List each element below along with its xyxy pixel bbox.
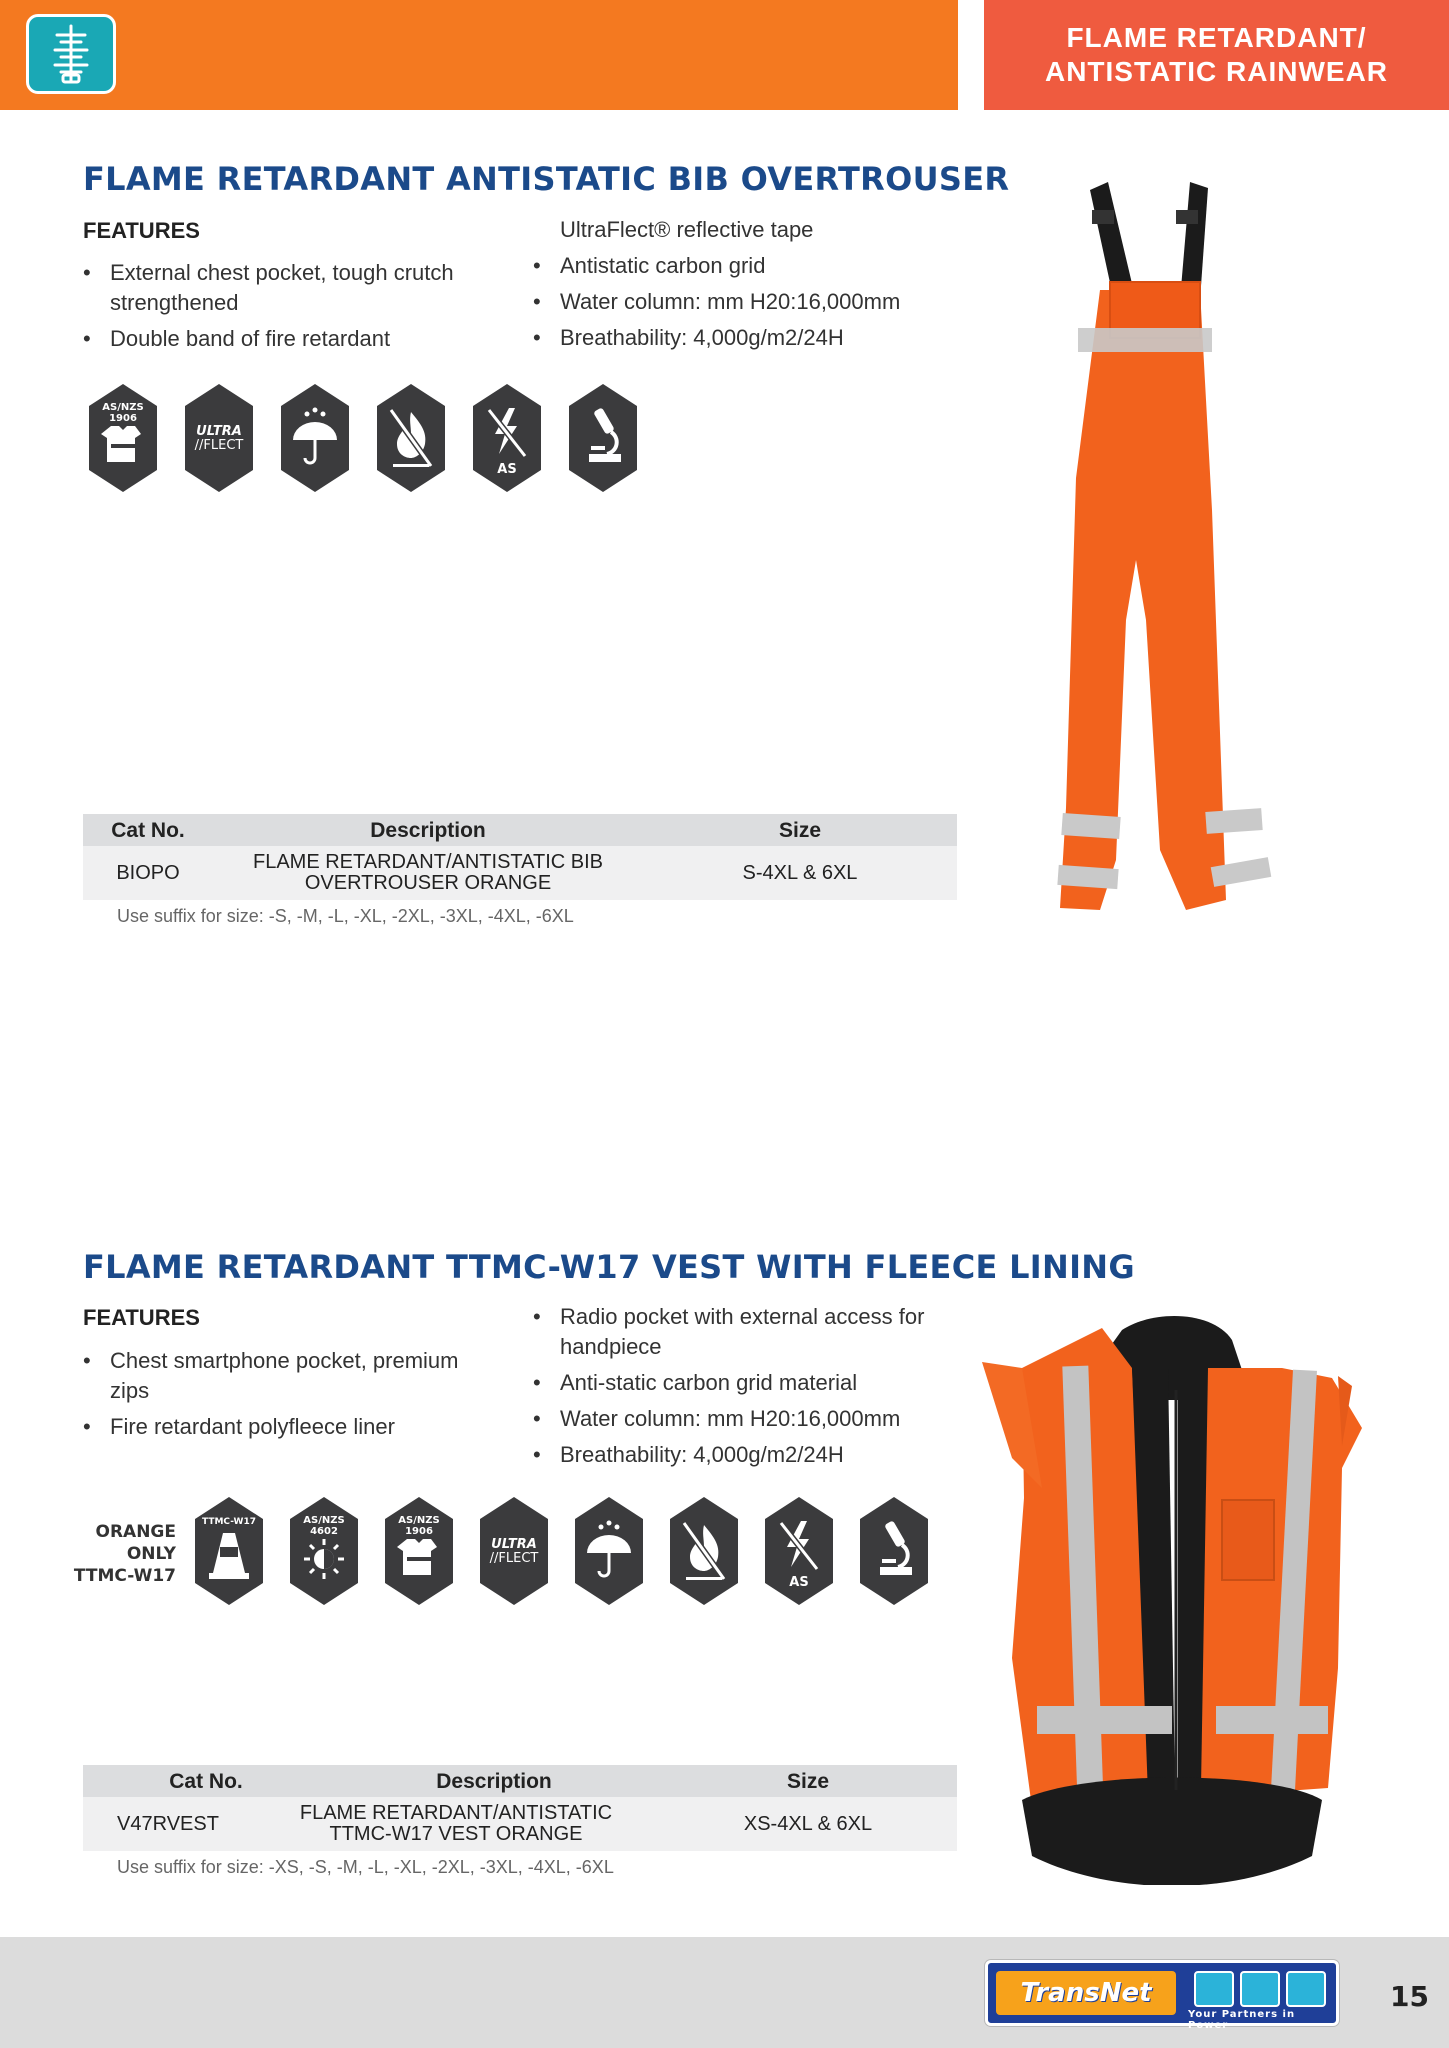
orange-only-line: ONLY — [126, 1544, 176, 1564]
icon-label: 1906 — [405, 1526, 433, 1537]
page-number: 15 — [1390, 1980, 1429, 2013]
features-label: FEATURES — [83, 1305, 200, 1330]
size-suffix-note: Use suffix for size: -S, -M, -L, -XL, -2XL, -3XL, -4XL, -6XL — [117, 906, 574, 926]
features-list-right — [533, 215, 963, 359]
transnet-logo — [985, 1960, 1339, 2031]
description — [213, 852, 643, 894]
product-table — [83, 1765, 957, 1851]
description-line: FLAME RETARDANT/ANTISTATIC — [299, 1802, 613, 1824]
description-line: FLAME RETARDANT/ANTISTATIC BIB — [252, 851, 604, 873]
table-header: Size — [778, 818, 822, 842]
certification-icons — [87, 382, 639, 494]
product-title: FLAME RETARDANT TTMC-W17 VEST WITH FLEECE LINING — [83, 1248, 1135, 1286]
icon-label: AS/NZS — [102, 402, 144, 413]
table-header: Cat No. — [111, 818, 185, 842]
description-line: OVERTROUSER ORANGE — [304, 872, 552, 894]
vest-image — [982, 1310, 1372, 1885]
icon-label: AS — [497, 462, 517, 477]
product-title: FLAME RETARDANT ANTISTATIC BIB OVERTROUSER — [83, 160, 1010, 198]
pylon-icon — [1194, 1971, 1234, 2007]
antistatic-icon — [763, 1495, 835, 1607]
feature-item-continuation: UltraFlect® reflective tape — [560, 217, 814, 242]
orange-only-line: ORANGE — [95, 1522, 176, 1542]
table-header: Description — [436, 1769, 552, 1793]
product-table — [83, 814, 957, 900]
feature-item: • Double band of fire retardant — [83, 324, 503, 354]
category-title-line2: ANTISTATIC RAINWEAR — [1044, 56, 1389, 87]
bib-overtrouser-image — [1040, 160, 1330, 940]
microscope-icon — [858, 1495, 930, 1607]
rain-umbrella-icon — [573, 1495, 645, 1607]
handshake-icon — [1286, 1971, 1326, 2007]
features-list-left — [83, 1346, 503, 1448]
insulator-icon — [26, 14, 116, 94]
size-suffix-note: Use suffix for size: -XS, -S, -M, -L, -XL, -2XL, -3XL, -4XL, -6XL — [117, 1857, 614, 1877]
cat-no: BIOPO — [116, 861, 180, 884]
description-line: TTMC-W17 VEST ORANGE — [329, 1823, 583, 1845]
table-header: Size — [786, 1769, 830, 1793]
icon-label: AS/NZS — [398, 1515, 440, 1526]
feature-item: • Radio pocket with external access for handpiece — [533, 1302, 963, 1362]
category-banner — [984, 0, 1449, 110]
header-banner — [0, 0, 958, 110]
microscope-icon — [567, 382, 639, 494]
feature-item: • External chest pocket, tough crutch strengthened — [83, 258, 503, 318]
feature-item: • Antistatic carbon grid — [533, 251, 963, 281]
transnet-tagline: Your Partners in Power — [1188, 2009, 1296, 2031]
cat-no: V47RVEST — [117, 1812, 219, 1835]
icon-label: ULTRA — [491, 1537, 537, 1552]
feature-item: • Breathability: 4,000g/m2/24H — [533, 323, 963, 353]
flame-retardant-icon — [668, 1495, 740, 1607]
size: S-4XL & 6XL — [742, 861, 858, 884]
table-header: Description — [370, 818, 486, 842]
table-header-row — [83, 814, 957, 846]
size: XS-4XL & 6XL — [743, 1812, 873, 1835]
feature-item: • Chest smartphone pocket, premium zips — [83, 1346, 503, 1406]
insulator-icon — [1240, 1971, 1280, 2007]
table-header: Cat No. — [169, 1769, 243, 1793]
feature-item: • Fire retardant polyfleece liner — [83, 1412, 503, 1442]
ultraflect-icon — [478, 1495, 550, 1607]
description — [253, 1803, 659, 1845]
rain-umbrella-icon — [279, 382, 351, 494]
feature-item: • Water column: mm H20:16,000mm — [533, 1404, 963, 1434]
antistatic-icon — [471, 382, 543, 494]
ttmc-w17-cone-icon — [193, 1495, 265, 1607]
standard-as-nzs-1906-icon — [87, 382, 159, 494]
standard-as-nzs-4602-icon — [288, 1495, 360, 1607]
icon-label: TTMC-W17 — [201, 1517, 257, 1527]
icon-label: 4602 — [310, 1526, 338, 1537]
orange-only-line: TTMC-W17 — [73, 1566, 176, 1586]
category-title-line1: FLAME RETARDANT/ — [1066, 22, 1367, 53]
transnet-brand: TransNet — [996, 1971, 1176, 2015]
table-row — [83, 846, 957, 900]
certification-icons — [193, 1495, 930, 1607]
features-list-right — [533, 1302, 963, 1476]
icon-label: 17 — [222, 1548, 236, 1559]
feature-item: • Anti-static carbon grid material — [533, 1368, 963, 1398]
icon-label: AS — [789, 1575, 809, 1590]
feature-item: • Breathability: 4,000g/m2/24H — [533, 1440, 963, 1470]
icon-label: ULTRA — [196, 424, 242, 439]
icon-label: 1906 — [109, 413, 137, 424]
table-header-row — [83, 1765, 957, 1797]
table-row — [83, 1797, 957, 1851]
ultraflect-icon — [183, 382, 255, 494]
features-list-left — [83, 258, 503, 360]
flame-retardant-icon — [375, 382, 447, 494]
features-label: FEATURES — [83, 218, 200, 243]
feature-item: • Water column: mm H20:16,000mm — [533, 287, 963, 317]
standard-as-nzs-1906-icon — [383, 1495, 455, 1607]
icon-label: AS/NZS — [303, 1515, 345, 1526]
orange-only-note — [70, 1521, 176, 1587]
icon-label: //FLECT — [489, 1551, 539, 1566]
icon-label: //FLECT — [194, 438, 244, 453]
